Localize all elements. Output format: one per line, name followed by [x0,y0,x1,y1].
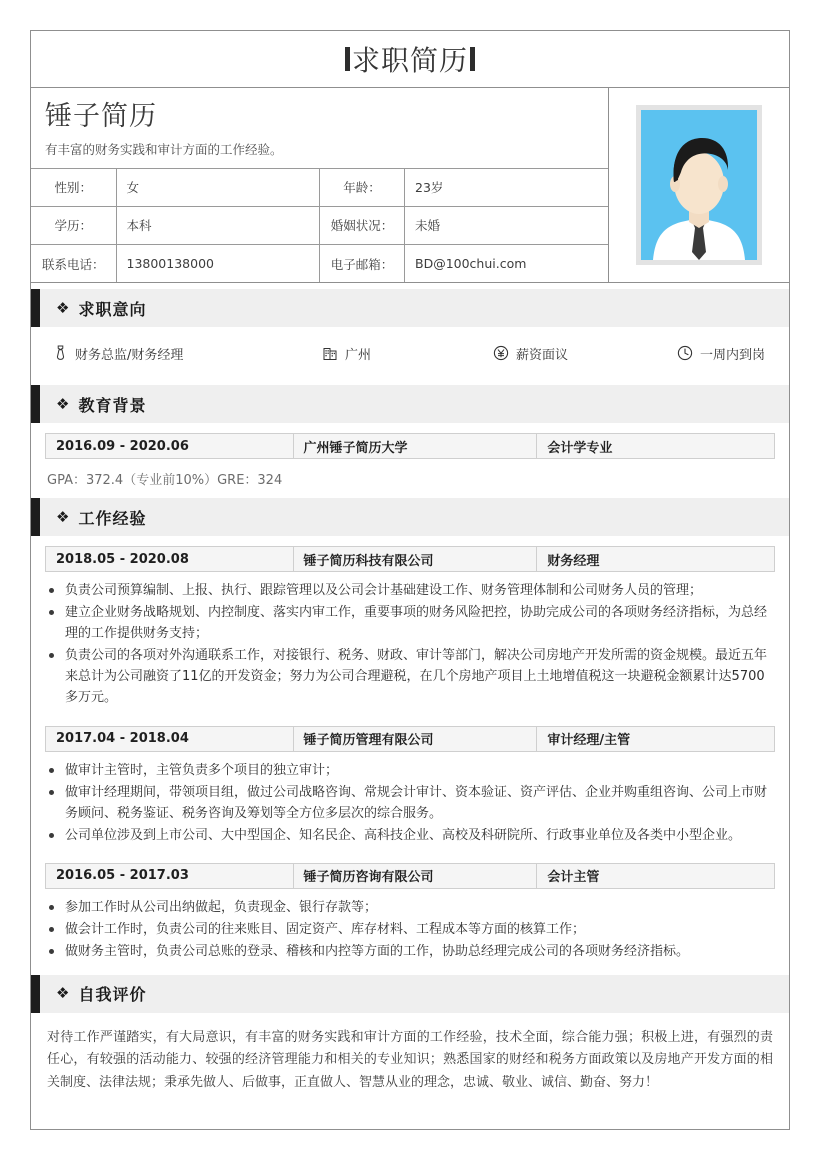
section-title-experience: 工作经验 [78,508,147,528]
experience-entry-header [45,863,775,889]
table-row [31,168,608,206]
experience-company: 锤子简历咨询有限公司 [294,864,538,888]
marital-value: 未婚 [405,206,609,244]
experience-period: 2018.05 - 2020.08 [46,547,294,571]
diamond-icon: ❖ [56,984,70,1003]
avatar-frame [636,105,762,265]
tie-icon [53,345,68,362]
email-value: BD@100chui.com [405,244,609,282]
personal-info-table [31,168,608,283]
experience-entry [45,863,775,969]
avatar [641,110,757,260]
intention-salary [493,344,653,363]
section-title-education: 教育背景 [78,395,147,415]
education-body [31,433,789,492]
list-item: 做财务主管时，负责公司总账的登录、稽核和内控等方面的工作，协助总经理完成公司的各项财务经济指标。 [45,941,775,962]
section-title-self-evaluation: 自我评价 [78,985,147,1005]
experience-entry-header [45,726,775,752]
experience-company: 锤子简历管理有限公司 [294,727,538,751]
experience-bullets [45,889,775,965]
experience-period: 2016.05 - 2017.03 [46,864,294,888]
intention-availability [653,344,765,363]
profile-details [31,88,609,282]
intention-position-label: 财务总监/财务经理 [75,347,184,363]
experience-role: 会计主管 [547,870,600,886]
clock-icon [677,345,693,361]
phone-label: 联系电话： [31,244,116,282]
page-title [345,39,475,79]
experience-company: 锤子简历科技有限公司 [294,547,538,571]
gender-label: 性别： [31,168,116,206]
intention-location-label: 广州 [345,347,372,363]
intention-salary-label: 薪资面议 [516,347,569,363]
profile-header [31,88,789,283]
table-row [31,244,608,282]
list-item: 公司单位涉及到上市公司、大中型国企、知名民企、高科技企业、高校及科研院所、行政事业单位及各类中小型企业。 [45,825,775,846]
list-item: 建立企业财务战略规划、内控制度、落实内审工作，重要事项的财务风险把控，协助完成公司的各项财务经济指标，为总经理的工作提供财务支持； [45,602,775,644]
education-entry-header [45,433,775,459]
experience-bullets [45,572,775,711]
age-value: 23岁 [405,168,609,206]
education-school: 广州锤子简历大学 [294,434,538,458]
building-icon [323,345,338,361]
experience-entry-header [45,546,775,572]
education-period: 2016.09 - 2020.06 [46,434,294,458]
list-item: 做审计经理期间，带领项目组，做过公司战略咨询、常规会计审计、资本验证、资产评估、企业并购重组咨询、公司上市财务顾问、税务鉴证、税务咨询及筹划等全方位多层次的综合服务。 [45,782,775,824]
profile-photo-cell [609,88,789,282]
experience-period: 2017.04 - 2018.04 [46,727,294,751]
intention-location [323,344,493,363]
list-item: 负责公司预算编制、上报、执行、跟踪管理以及公司会计基础建设工作、财务管理体制和公司财务人员的管理； [45,580,775,601]
yen-circle-icon [493,345,509,361]
resume-title-bar [31,31,789,88]
section-header-experience [31,498,789,536]
education-value: 本科 [116,206,320,244]
intention-position [53,344,323,363]
list-item: 参加工作时从公司出纳做起，负责现金、银行存款等； [45,897,775,918]
education-extra: GPA：372.4（专业前10%）GRE：324 [47,473,283,489]
resume-page [30,30,790,1130]
intention-availability-label: 一周内到岗 [699,347,765,363]
candidate-tagline: 有丰富的财务实践和审计方面的工作经验。 [45,141,283,157]
title-label: 求职简历 [351,44,468,77]
candidate-name: 锤子简历 [45,101,157,132]
experience-role: 财务经理 [547,553,600,569]
title-right-bar-icon [470,47,475,71]
age-label: 年龄： [320,168,405,206]
education-major: 会计学专业 [547,440,613,456]
diamond-icon: ❖ [56,394,70,413]
experience-bullets [45,752,775,849]
intention-row [31,327,789,379]
education-label: 学历： [31,206,116,244]
gender-value: 女 [116,168,320,206]
section-header-self-evaluation [31,975,789,1013]
phone-value: 13800138000 [116,244,320,282]
diamond-icon: ❖ [56,507,70,526]
experience-body [31,546,789,969]
title-left-bar-icon [345,47,350,71]
list-item: 做会计工作时，负责公司的往来账目、固定资产、库存材料、工程成本等方面的核算工作； [45,919,775,940]
experience-entry [45,726,775,853]
table-row [31,206,608,244]
self-evaluation-text: 对待工作严谨踏实，有大局意识，有丰富的财务实践和审计方面的工作经验，技术全面，综合能力强；积极上进，有强烈的责任心，有较强的活动能力、较强的经济管理能力和相关的专业知识；熟悉国家的财经和税务方面政策以及房地产开发方面的相关制度、法律法规；秉承先做人、后做事，正直做人、智慧从业的理念，忠诚、敬业、诚信、勤奋、努力！ [47,1029,773,1090]
section-header-education [31,385,789,423]
section-header-intention [31,289,789,327]
experience-entry [45,546,775,715]
marital-label: 婚姻状况： [320,206,405,244]
list-item: 做审计主管时，主管负责多个项目的独立审计； [45,760,775,781]
self-evaluation-body [31,1013,789,1104]
diamond-icon: ❖ [56,298,70,317]
name-block [31,88,608,168]
email-label: 电子邮箱： [320,244,405,282]
experience-role: 审计经理/主管 [547,733,631,749]
list-item: 负责公司的各项对外沟通联系工作，对接银行、税务、财政、审计等部门，解决公司房地产开发所需的资金规模。最近五年来总计为公司融资了11亿的开发资金；努力为公司合理避税，在几个房地产项目上土地增值税这一块避税金额累计达5700多万元。 [45,645,775,708]
section-title-intention: 求职意向 [78,299,147,319]
